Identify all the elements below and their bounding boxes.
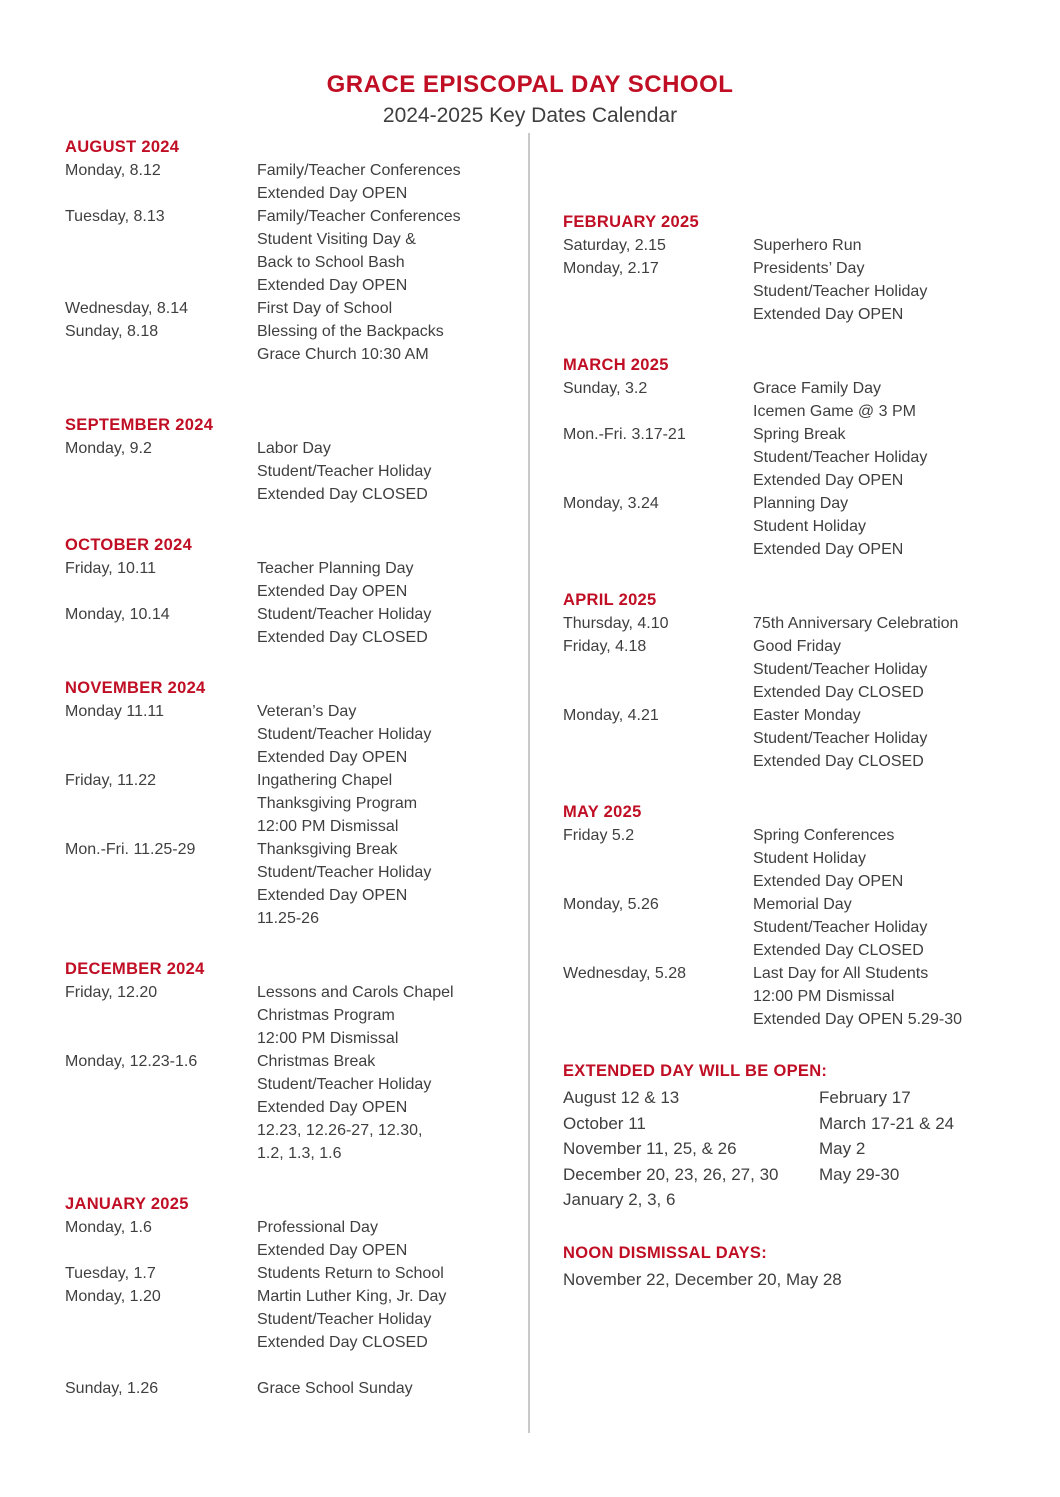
event-line: Family/Teacher Conferences: [257, 162, 461, 179]
event-line: Martin Luther King, Jr. Day: [257, 1288, 447, 1305]
event-line: Extended Day CLOSED: [753, 753, 924, 770]
month-heading: SEPTEMBER 2024: [65, 416, 214, 434]
event-list: [753, 492, 1041, 561]
event-line: Student Holiday: [753, 518, 866, 535]
event-line: Extended Day OPEN: [257, 185, 408, 202]
event-line: Student/Teacher Holiday: [753, 283, 928, 300]
date-label: Mon.-Fri. 11.25-29: [65, 841, 196, 858]
event-line: Extended Day OPEN: [257, 749, 408, 766]
month-heading: MAY 2025: [563, 803, 642, 821]
date-label: Sunday, 8.18: [65, 323, 159, 340]
extended-day-item: January 2, 3, 6: [563, 1190, 676, 1209]
date-label: Tuesday, 1.7: [65, 1265, 156, 1282]
date-label: Sunday, 1.26: [65, 1380, 159, 1397]
event-list: [257, 1262, 527, 1285]
event-line: Christmas Program: [257, 1007, 395, 1024]
date-label: Friday, 4.18: [563, 638, 647, 655]
page-subtitle: 2024-2025 Key Dates Calendar: [382, 104, 678, 127]
calendar-row: [563, 704, 1041, 773]
date-label: Wednesday, 5.28: [563, 965, 687, 982]
event-line: Good Friday: [753, 638, 842, 655]
month-section: [65, 414, 527, 506]
event-list: [257, 603, 527, 649]
event-list: [753, 824, 1041, 893]
date-label: Sunday, 3.2: [563, 380, 648, 397]
date-label: Monday, 12.23-1.6: [65, 1053, 198, 1070]
event-line: 12.23, 12.26-27, 12.30,: [257, 1122, 423, 1139]
event-line: Student/Teacher Holiday: [257, 606, 432, 623]
event-line: Planning Day: [753, 495, 849, 512]
calendar-row: [65, 700, 527, 769]
event-list: [257, 700, 527, 769]
event-line: Student/Teacher Holiday: [257, 1076, 432, 1093]
month-section: [563, 801, 1041, 1031]
date-label: Tuesday, 8.13: [65, 208, 165, 225]
date-label: Monday, 3.24: [563, 495, 659, 512]
month-section: [65, 677, 527, 930]
event-line: Student Holiday: [753, 850, 866, 867]
event-line: Ingathering Chapel: [257, 772, 393, 789]
extended-day-item: December 20, 23, 26, 27, 30: [563, 1164, 779, 1184]
date-label: Monday, 5.26: [563, 896, 659, 913]
calendar-row: [563, 257, 1041, 326]
right-months-container: [563, 211, 1041, 1031]
calendar-row: [65, 320, 527, 366]
extended-day-item: February 17: [819, 1088, 911, 1107]
event-line: Extended Day OPEN: [257, 277, 408, 294]
calendar-row: [65, 1377, 527, 1400]
event-list: [753, 234, 1041, 257]
event-line: 1.2, 1.3, 1.6: [257, 1145, 342, 1162]
extended-day-item: October 11: [563, 1113, 646, 1133]
event-list: [257, 320, 527, 366]
month-section: [65, 958, 527, 1165]
month-section: [65, 136, 527, 366]
calendar-row: [563, 492, 1041, 561]
event-line: Student/Teacher Holiday: [753, 919, 928, 936]
month-section: [65, 1193, 527, 1400]
date-label: Monday, 9.2: [65, 440, 152, 457]
date-label: Monday, 4.21: [563, 707, 659, 724]
event-line: Students Return to School: [257, 1265, 444, 1282]
event-line: Thanksgiving Program: [257, 795, 418, 812]
event-list: [753, 893, 1041, 962]
date-label: Monday, 8.12: [65, 162, 161, 179]
event-list: [753, 423, 1041, 492]
month-heading: AUGUST 2024: [65, 138, 180, 156]
extended-day-list: [563, 1085, 1041, 1213]
event-line: First Day of School: [257, 300, 393, 317]
event-list: [257, 1050, 527, 1165]
date-label: Monday, 10.14: [65, 606, 170, 623]
event-line: Icemen Game @ 3 PM: [753, 403, 916, 420]
extended-day-item: August 12 & 13: [563, 1088, 680, 1107]
extended-day-row: [563, 1085, 1041, 1111]
extended-day-row: [563, 1111, 1041, 1137]
event-line: Blessing of the Backpacks: [257, 323, 444, 340]
month-heading: FEBRUARY 2025: [563, 213, 699, 231]
calendar-row: [65, 297, 527, 320]
event-line: Spring Conferences: [753, 827, 895, 844]
event-line: Extended Day OPEN: [753, 472, 904, 489]
month-heading: JANUARY 2025: [65, 1195, 189, 1213]
event-list: [257, 838, 527, 930]
calendar-row: [65, 981, 527, 1050]
extended-day-row: [563, 1136, 1041, 1162]
event-line: Extended Day OPEN: [257, 1099, 408, 1116]
extended-day-item: May 29-30: [819, 1164, 900, 1184]
event-line: Extended Day OPEN: [257, 887, 408, 904]
extended-day-item: May 2: [819, 1139, 866, 1158]
date-label: Monday, 1.20: [65, 1288, 161, 1305]
event-list: [257, 437, 527, 506]
extended-day-section: [563, 1059, 1041, 1213]
event-list: [257, 205, 527, 297]
month-heading: DECEMBER 2024: [65, 960, 205, 978]
event-list: [257, 769, 527, 838]
event-line: Extended Day CLOSED: [257, 486, 428, 503]
event-line: Extended Day OPEN 5.29-30: [753, 1011, 963, 1028]
event-list: [257, 981, 527, 1050]
noon-dismissal-heading: NOON DISMISSAL DAYS:: [563, 1243, 768, 1262]
event-line: Grace Church 10:30 AM: [257, 346, 429, 363]
event-line: Student/Teacher Holiday: [257, 1311, 432, 1328]
event-line: Student/Teacher Holiday: [257, 864, 432, 881]
month-section: [563, 354, 1041, 561]
calendar-row: [65, 437, 527, 506]
event-line: Student/Teacher Holiday: [257, 726, 432, 743]
left-column: [65, 136, 527, 1428]
month-section: [563, 589, 1041, 773]
date-label: Monday, 2.17: [563, 260, 659, 277]
event-line: 12:00 PM Dismissal: [753, 988, 895, 1005]
event-line: Memorial Day: [753, 896, 852, 913]
event-line: Extended Day CLOSED: [753, 942, 924, 959]
date-label: Friday, 12.20: [65, 984, 158, 1001]
event-line: Grace School Sunday: [257, 1380, 413, 1397]
event-line: Superhero Run: [753, 237, 862, 254]
calendar-row: [563, 635, 1041, 704]
date-label: Wednesday, 8.14: [65, 300, 189, 317]
date-label: Monday 11.11: [65, 703, 165, 720]
event-line: Last Day for All Students: [753, 965, 929, 982]
event-line: 12:00 PM Dismissal: [257, 818, 399, 835]
event-list: [753, 704, 1041, 773]
left-months-container: [65, 136, 527, 1400]
calendar-row: [65, 838, 527, 930]
calendar-row: [65, 769, 527, 838]
month-heading: OCTOBER 2024: [65, 536, 193, 554]
event-list: [753, 257, 1041, 326]
event-list: [257, 557, 527, 603]
event-line: Student/Teacher Holiday: [257, 463, 432, 480]
calendar-row: [65, 205, 527, 297]
event-line: Extended Day CLOSED: [257, 1334, 428, 1351]
event-line: Christmas Break: [257, 1053, 376, 1070]
page-title: GRACE EPISCOPAL DAY SCHOOL: [326, 71, 734, 98]
calendar-row: [65, 1050, 527, 1165]
date-label: Friday, 10.11: [65, 560, 157, 577]
calendar-row: [65, 1216, 527, 1262]
event-line: Professional Day: [257, 1219, 378, 1236]
event-list: [753, 635, 1041, 704]
calendar-row: [563, 423, 1041, 492]
event-line: Student/Teacher Holiday: [753, 730, 928, 747]
event-line: Teacher Planning Day: [257, 560, 414, 577]
extended-day-item: March 17-21 & 24: [819, 1113, 955, 1133]
event-line: Student/Teacher Holiday: [753, 449, 928, 466]
calendar-row: [65, 557, 527, 603]
event-list: [753, 612, 1041, 635]
extended-day-row: [563, 1162, 1041, 1188]
extended-day-row: [563, 1187, 1041, 1213]
event-line: Extended Day OPEN: [753, 541, 904, 558]
extended-day-item: November 11, 25, & 26: [563, 1139, 737, 1158]
event-line: 12:00 PM Dismissal: [257, 1030, 399, 1047]
calendar-row: [65, 1262, 527, 1285]
event-line: Presidents’ Day: [753, 260, 865, 277]
date-label: Thursday, 4.10: [563, 615, 669, 632]
month-section: [563, 211, 1041, 326]
event-line: Student/Teacher Holiday: [753, 661, 928, 678]
event-list: [257, 1285, 527, 1354]
event-line: Grace Family Day: [753, 380, 882, 397]
event-list: [753, 377, 1041, 423]
event-list: [753, 962, 1041, 1031]
event-line: 75th Anniversary Celebration: [753, 615, 959, 632]
date-label: Mon.-Fri. 3.17-21: [563, 426, 686, 443]
month-heading: APRIL 2025: [563, 591, 657, 609]
right-column: [563, 211, 1041, 1292]
event-line: 11.25-26: [257, 910, 319, 927]
event-line: Extended Day OPEN: [753, 306, 904, 323]
noon-dismissal-text: November 22, December 20, May 28: [563, 1269, 842, 1289]
date-label: Friday 5.2: [563, 827, 635, 844]
event-line: Extended Day CLOSED: [753, 684, 924, 701]
calendar-row: [563, 962, 1041, 1031]
event-line: Extended Day OPEN: [257, 1242, 408, 1259]
noon-dismissal-section: [563, 1241, 1041, 1293]
month-heading: NOVEMBER 2024: [65, 679, 206, 697]
event-list: [257, 297, 527, 320]
extended-day-heading: EXTENDED DAY WILL BE OPEN:: [563, 1062, 828, 1080]
event-line: Extended Day CLOSED: [257, 629, 428, 646]
event-line: Extended Day OPEN: [257, 583, 408, 600]
month-section: [65, 534, 527, 649]
event-line: Back to School Bash: [257, 254, 405, 271]
event-line: Student Visiting Day &: [257, 231, 416, 248]
extended-day-item: [819, 1187, 1041, 1213]
calendar-row: [563, 377, 1041, 423]
event-line: Veteran’s Day: [257, 703, 357, 720]
calendar-row: [563, 893, 1041, 962]
event-list: [257, 1377, 527, 1400]
event-line: Family/Teacher Conferences: [257, 208, 461, 225]
calendar-row: [563, 612, 1041, 635]
calendar-row: [563, 234, 1041, 257]
event-line: Extended Day OPEN: [753, 873, 904, 890]
event-line: Spring Break: [753, 426, 846, 443]
calendar-row: [563, 824, 1041, 893]
column-divider: [528, 133, 530, 1433]
event-list: [257, 159, 527, 205]
date-label: Saturday, 2.15: [563, 237, 666, 254]
event-list: [257, 1216, 527, 1262]
date-label: Friday, 11.22: [65, 772, 157, 789]
event-line: Lessons and Carols Chapel: [257, 984, 454, 1001]
event-line: Thanksgiving Break: [257, 841, 398, 858]
event-line: Labor Day: [257, 440, 331, 457]
calendar-row: [65, 1285, 527, 1354]
calendar-row: [65, 159, 527, 205]
event-line: Easter Monday: [753, 707, 861, 724]
date-label: Monday, 1.6: [65, 1219, 152, 1236]
month-heading: MARCH 2025: [563, 356, 669, 374]
calendar-row: [65, 603, 527, 649]
